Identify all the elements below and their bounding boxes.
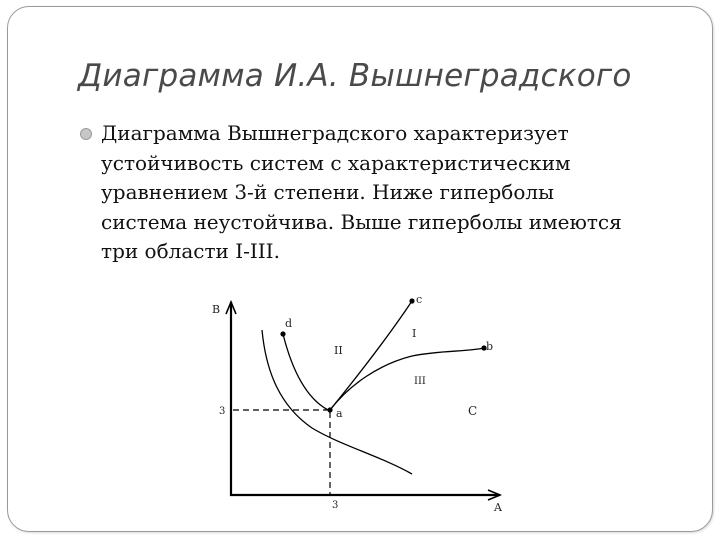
- label-a: a: [336, 407, 343, 420]
- tick-x-label: 3: [332, 500, 339, 511]
- point-c: [409, 298, 414, 303]
- bullet-line: устойчивость систем с характеристическим: [101, 150, 571, 175]
- label-d: d: [285, 317, 293, 330]
- bullet-line: Диаграмма Вышнеградского характеризует: [101, 121, 569, 145]
- label-b: b: [486, 340, 494, 353]
- region-C-label: C: [468, 404, 478, 418]
- curve-b: [330, 348, 484, 410]
- tick-y-label: 3: [219, 406, 226, 417]
- bullet-line: три области I-III.: [101, 239, 280, 263]
- point-a: [327, 407, 332, 412]
- bullet-line: система неустойчива. Выше гиперболы имеются: [101, 209, 622, 234]
- region-I-label: I: [412, 327, 417, 340]
- region-II-label: II: [334, 344, 343, 357]
- bullet-line: уравнением 3-й степени. Ниже гиперболы: [101, 180, 554, 204]
- axis-x-label: A: [494, 501, 502, 514]
- slide-title: Диаграмма И.А. Вышнеградского: [78, 58, 632, 94]
- axis-y-label: B: [212, 303, 221, 316]
- point-d: [280, 331, 285, 336]
- region-III-label: III: [414, 376, 426, 387]
- curve-d: [283, 334, 328, 410]
- label-c: c: [416, 293, 423, 306]
